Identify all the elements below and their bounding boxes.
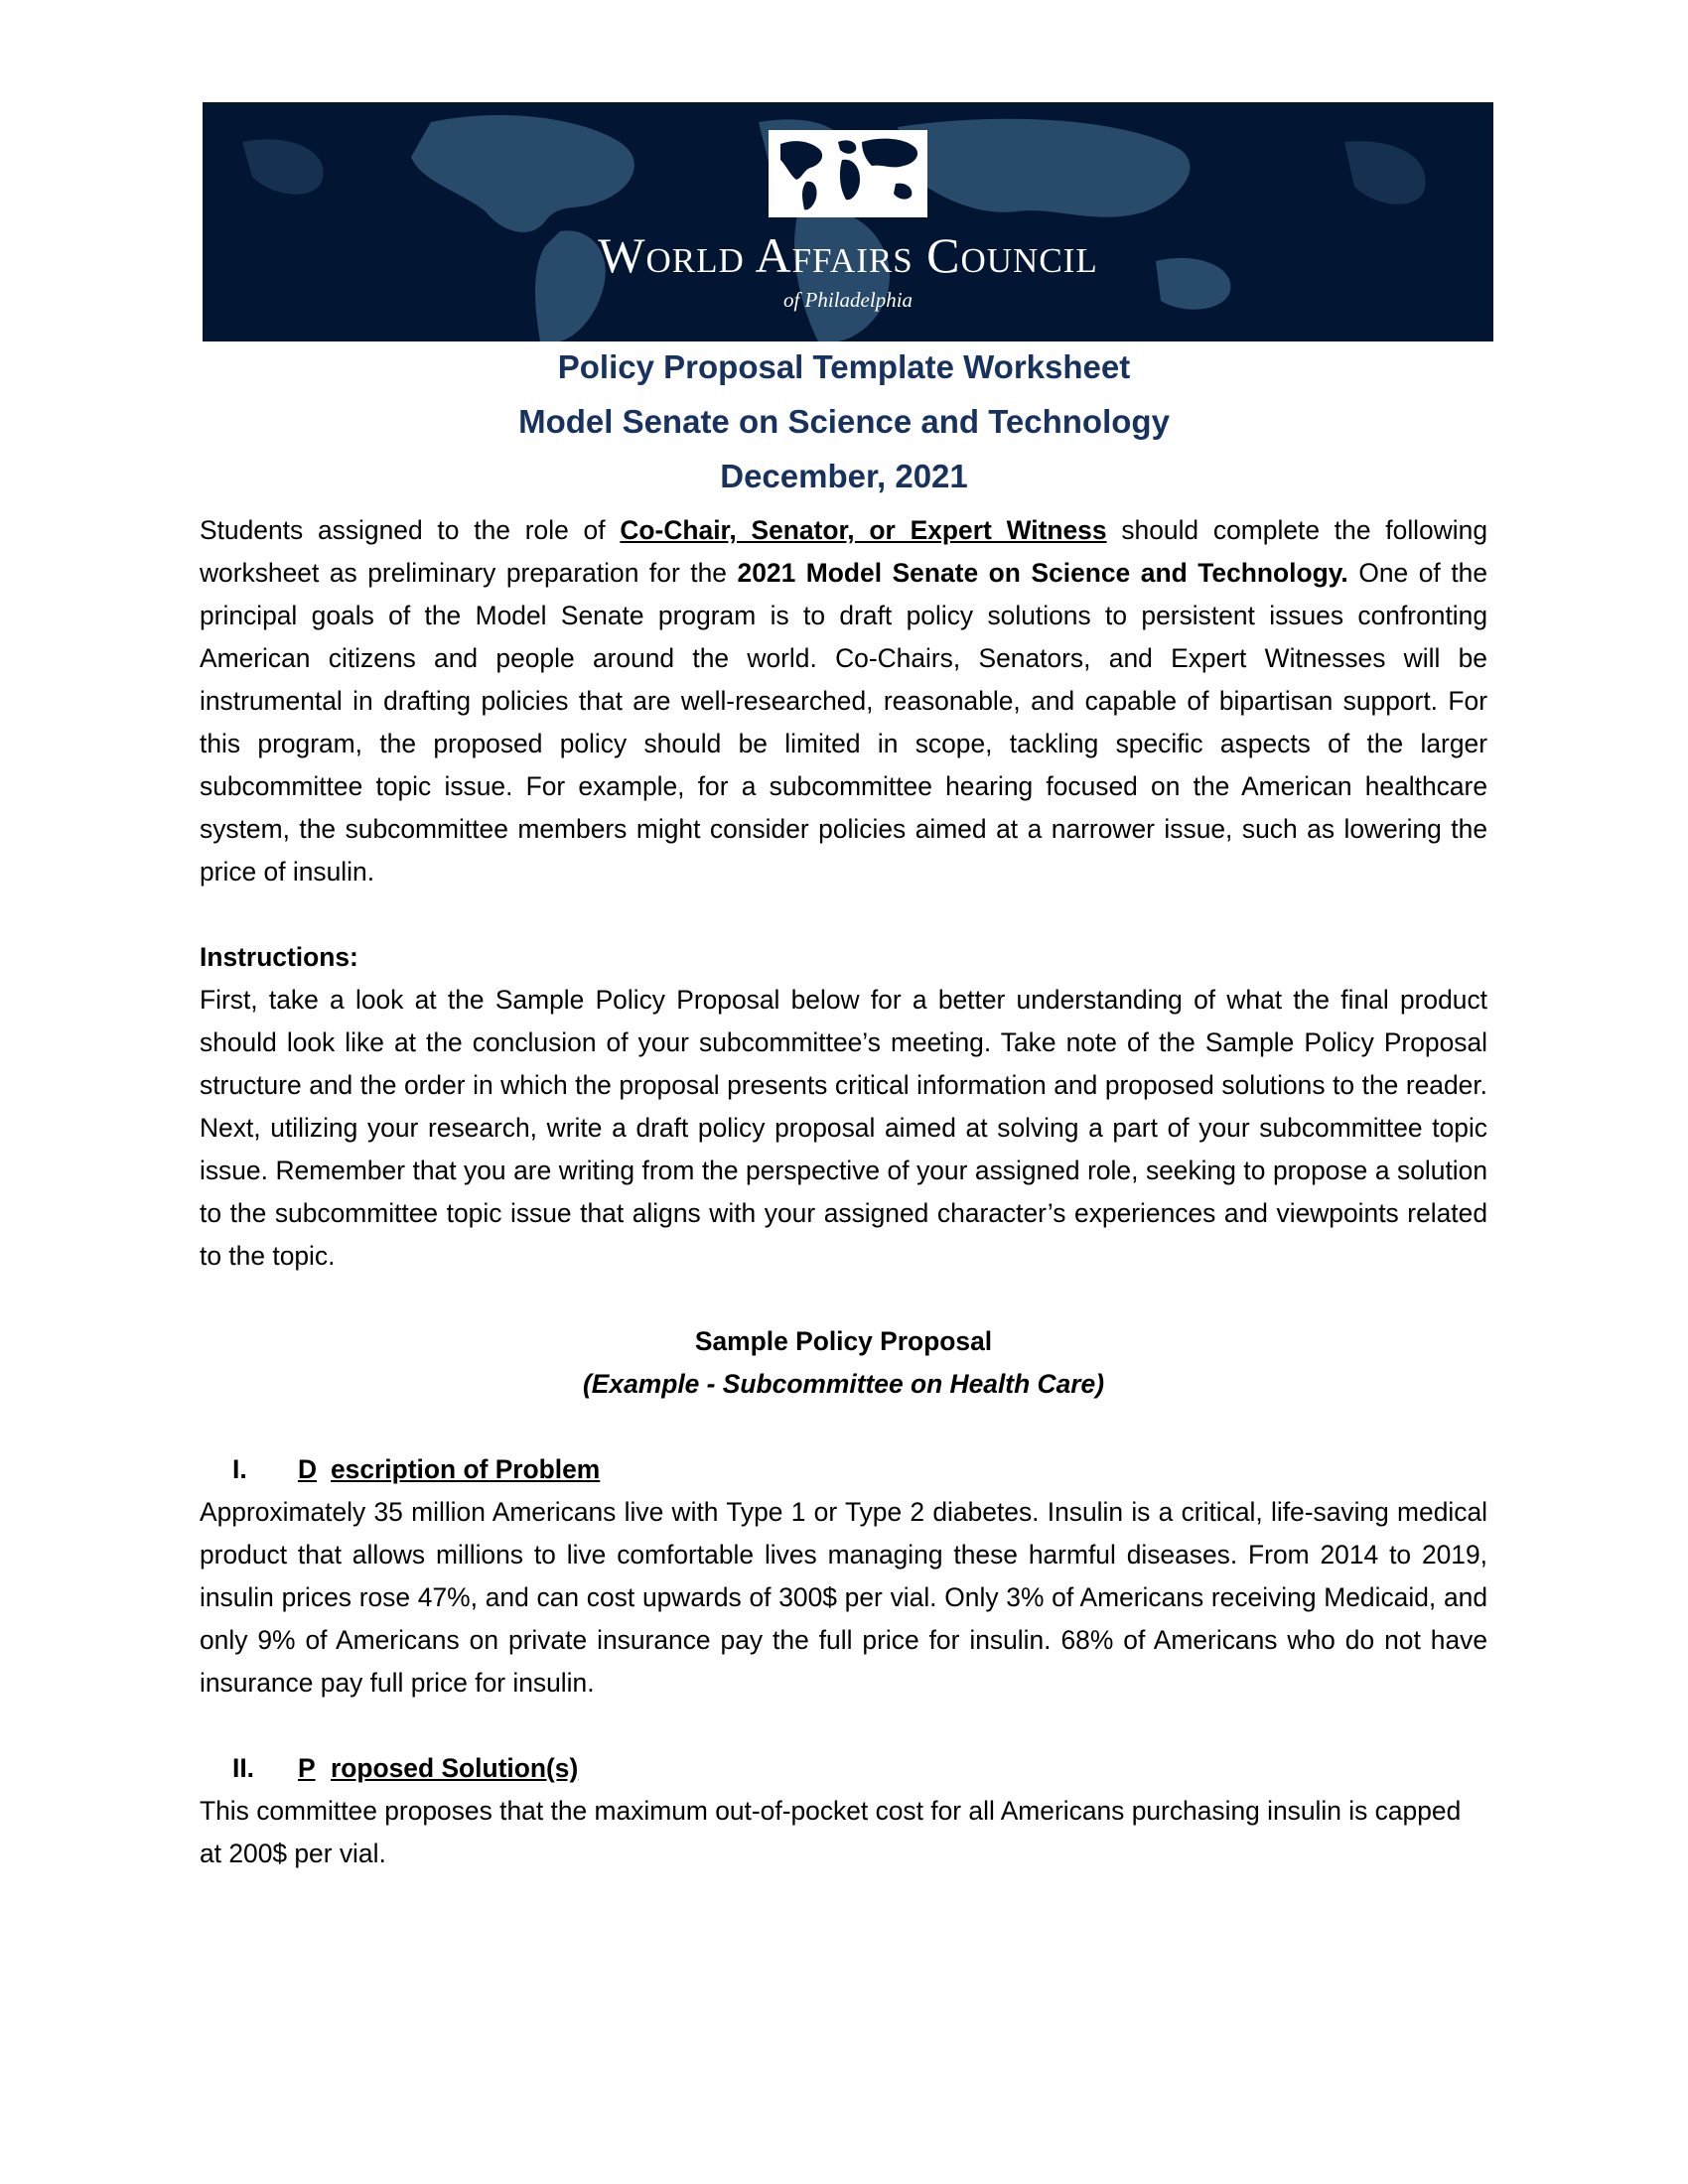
section-heading-problem [200,1448,1487,1491]
section-body-problem: Approximately 35 million Americans live with Type 1 or Type 2 diabetes. Insulin is a critical, life-saving medical product that allows millions to live comfortable lives managing these harmful diseases. From 2014 to 2019, insulin prices rose 47%, and can cost upwards of 300$ per vial. Only 3% of Americans receiving Medicaid, and only 9% of Americans on private insurance pay the full price for insulin. 68% of Americans who do not have insurance pay full price for insulin. [200,1497,1487,1698]
logo-mark [769,130,927,217]
section-number: I. [232,1454,247,1484]
intro-paragraph [200,509,1487,893]
instructions-paragraph: First, take a look at the Sample Policy Proposal below for a better understanding of what the final product should look like at the conclusion of your subcommittee’s meeting. Take note of the Sample Policy Proposal structure and the order in which the proposal presents critical information and proposed solutions to the reader. Next, utilizing your research, write a draft policy proposal aimed at solving a part of your subcommittee topic issue. Remember that you are writing from the perspective of your assigned role, seeking to propose a solution to the subcommittee topic issue that aligns with your assigned character’s experiences and viewpoints related to the topic. [200,985,1487,1271]
logo-subtitle: of Philadelphia [782,288,914,312]
section-title-initial: D [298,1454,318,1484]
document-title: Policy Proposal Template Worksheet [557,348,1131,385]
document-title-block [199,340,1489,503]
sample-proposal-title: Sample Policy Proposal [694,1326,993,1356]
program-name: 2021 Model Senate on Science and Technology. [737,558,1348,588]
header-banner [203,102,1493,341]
intro-text-c: One of the principal goals of the Model Senate program is to draft policy solutions to persistent issues confronting American citizens and people around the world. Co-Chairs, Senators, and Expert Witnesses will be instrumental in drafting policies that are well-researched, reasonable, and capable of bipartisan support. For this program, the proposed policy should be limited in scope, tackling specific aspects of the larger subcommittee topic issue. For example, for a subcommittee hearing focused on the American healthcare system, the subcommittee members might consider policies aimed at a narrower issue, such as lowering the price of insulin. [200,558,1488,887]
section-number: II. [232,1753,254,1783]
section-title: escription of Problem [331,1454,601,1484]
sample-proposal-subtitle: (Example - Subcommittee on Health Care) [583,1369,1104,1399]
globe-map-icon [769,130,927,217]
logo-wordmark: World Affairs Council [598,227,1098,283]
section-heading-solution [200,1747,1487,1790]
section-body-solution: This committee proposes that the maximum out-of-pocket cost for all Americans purchasing insulin is capped at 200$ per vial. [200,1796,1462,1868]
intro-text-a: Students assigned to the role of [200,515,621,545]
intro-text-b: should complete the following worksheet as preliminary preparation for the [200,515,1487,588]
section-title: roposed Solution(s) [331,1753,579,1783]
document-subtitle: Model Senate on Science and Technology [518,403,1170,440]
assigned-roles: Co-Chair, Senator, or Expert Witness [620,515,1107,545]
document-date: December, 2021 [720,458,968,494]
instructions-heading: Instructions: [200,942,358,972]
section-title-initial: P [298,1753,316,1783]
